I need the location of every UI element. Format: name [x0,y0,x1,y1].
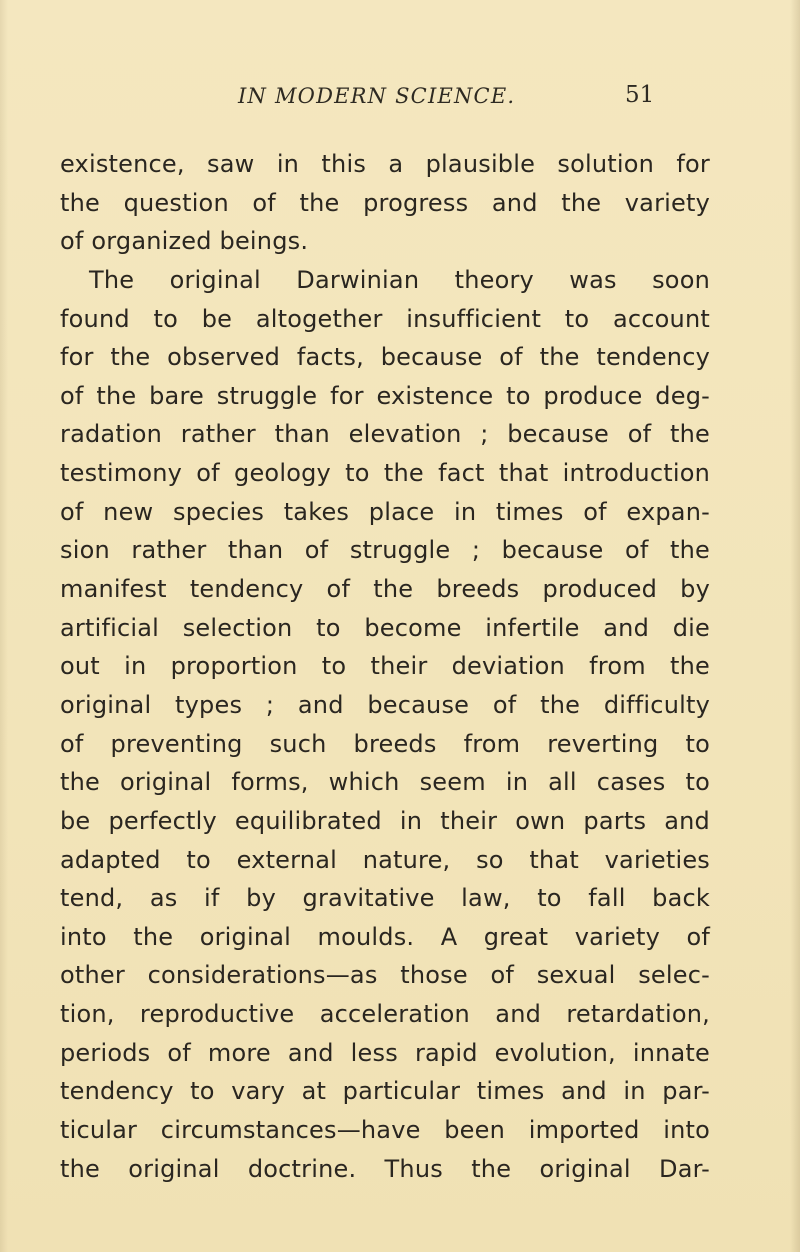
text-line: into the original moulds. A great variety of [60,922,710,951]
text-line: be perfectly equilibrated in their own parts and [60,806,710,835]
text-line: periods of more and less rapid evolution, innate [60,1038,710,1067]
text-line: tendency to vary at particular times and in par- [60,1077,710,1106]
text-line: manifest tendency of the breeds produced by [60,575,710,604]
text-line: artificial selection to become infertile and die [60,613,710,642]
text-line: adapted to external nature, so that varieties [60,845,710,874]
text-line: tend, as if by gravitative law, to fall back [60,884,710,913]
page-number: 51 [625,82,655,108]
page-right-shadow [790,0,800,1252]
text-line: out in proportion to their deviation from the [60,652,710,681]
body-text [60,145,710,1188]
text-line: original types ; and because of the difficulty [60,690,710,719]
text-line: the original forms, which seem in all cases to [60,768,710,797]
text-line: the question of the progress and the variety [60,188,710,217]
running-title: IN MODERN SCIENCE. [238,84,516,108]
text-line: testimony of geology to the fact that introduction [60,459,710,488]
page-left-shadow [0,0,8,1252]
text-line: tion, reproductive acceleration and retardation, [60,1000,710,1029]
text-line: sion rather than of struggle ; because of the [60,536,710,565]
text-line: other considerations—as those of sexual selec- [60,961,710,990]
text-line: ticular circumstances—have been imported into [60,1116,710,1145]
text-line: found to be altogether insufficient to account [60,304,710,333]
text-line: radation rather than elevation ; because of the [60,420,710,449]
text-line: The original Darwinian theory was soon [89,265,710,294]
text-line: the original doctrine. Thus the original Dar- [60,1154,710,1183]
text-line: for the observed facts, because of the tendency [60,343,710,372]
text-line: of organized beings. [60,227,309,256]
text-line: of preventing such breeds from reverting to [60,729,710,758]
text-line: of new species takes place in times of expan- [60,497,710,526]
text-line: existence, saw in this a plausible solution for [60,150,710,178]
text-line: of the bare struggle for existence to produce deg- [60,381,710,410]
page-header [0,84,800,124]
